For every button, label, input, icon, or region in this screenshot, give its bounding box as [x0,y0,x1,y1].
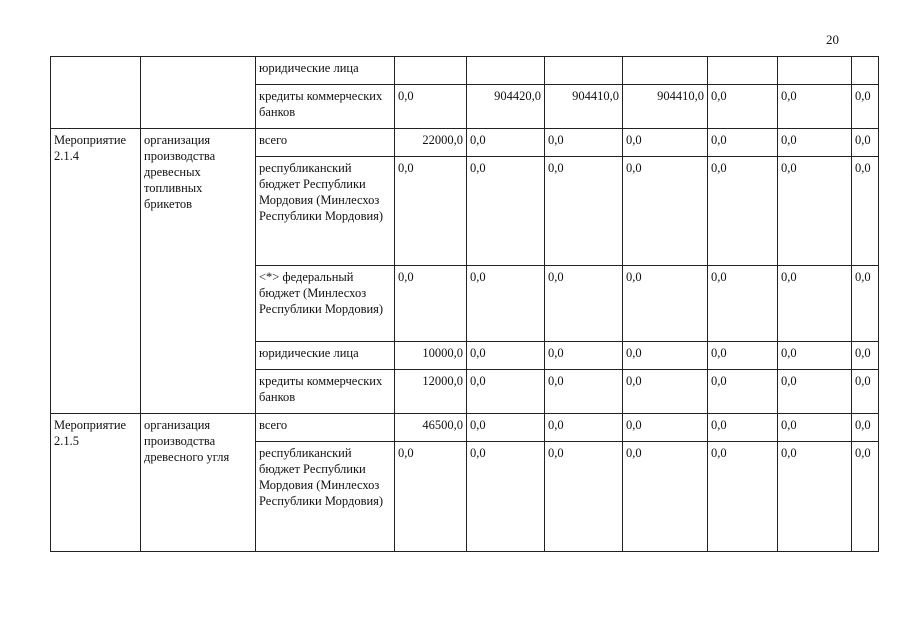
value-cell: 0,0 [395,266,467,342]
value-cell: 0,0 [708,85,778,129]
value-cell [852,57,879,85]
value-cell: 0,0 [708,157,778,266]
value-cell: 0,0 [852,129,879,157]
value-cell: 0,0 [852,370,879,414]
value-cell: 0,0 [467,157,545,266]
value-cell: 0,0 [467,442,545,552]
value-cell: 0,0 [545,129,623,157]
funding-table [50,56,879,552]
value-cell: 0,0 [467,129,545,157]
value-cell: 0,0 [623,342,708,370]
measure-name-cell: организация производства древесных топливных брикетов [141,129,256,414]
source-cell: кредиты коммерческих банков [256,85,395,129]
value-cell: 0,0 [852,442,879,552]
value-cell: 46500,0 [395,414,467,442]
table-row [51,57,879,85]
value-cell: 0,0 [623,266,708,342]
value-cell [395,57,467,85]
source-cell: <*> федеральный бюджет (Минлесхоз Республики Мордовия) [256,266,395,342]
value-cell [708,57,778,85]
value-cell: 0,0 [545,370,623,414]
value-cell: 0,0 [778,414,852,442]
value-cell: 0,0 [395,85,467,129]
source-cell: республиканский бюджет Республики Мордовия (Минлесхоз Республики Мордовия) [256,157,395,266]
value-cell: 0,0 [545,442,623,552]
value-cell: 0,0 [545,157,623,266]
value-cell: 0,0 [852,157,879,266]
value-cell: 0,0 [395,442,467,552]
value-cell: 0,0 [708,414,778,442]
value-cell: 22000,0 [395,129,467,157]
source-cell: кредиты коммерческих банков [256,370,395,414]
value-cell: 0,0 [623,414,708,442]
value-cell [545,57,623,85]
value-cell: 0,0 [852,85,879,129]
value-cell: 0,0 [852,266,879,342]
source-cell: всего [256,414,395,442]
value-cell: 0,0 [623,442,708,552]
value-cell: 0,0 [467,342,545,370]
value-cell: 904420,0 [467,85,545,129]
measure-cell [51,57,141,129]
value-cell: 0,0 [395,157,467,266]
measure-cell: Мероприятие 2.1.4 [51,129,141,414]
value-cell: 0,0 [778,442,852,552]
measure-cell: Мероприятие 2.1.5 [51,414,141,552]
source-cell: республиканский бюджет Республики Мордовия (Минлесхоз Республики Мордовия) [256,442,395,552]
value-cell: 0,0 [778,85,852,129]
value-cell: 0,0 [545,414,623,442]
table-row [51,129,879,157]
measure-name-cell: организация производства древесного угля [141,414,256,552]
value-cell: 0,0 [708,266,778,342]
value-cell: 0,0 [852,342,879,370]
source-cell: юридические лица [256,342,395,370]
value-cell [467,57,545,85]
value-cell: 0,0 [778,129,852,157]
value-cell [623,57,708,85]
page-number: 20 [826,32,839,47]
value-cell: 0,0 [708,442,778,552]
value-cell: 0,0 [545,342,623,370]
value-cell: 0,0 [708,129,778,157]
value-cell: 0,0 [778,157,852,266]
value-cell: 0,0 [623,157,708,266]
value-cell [778,57,852,85]
value-cell: 0,0 [708,370,778,414]
value-cell: 0,0 [852,414,879,442]
value-cell: 904410,0 [623,85,708,129]
value-cell: 0,0 [545,266,623,342]
source-cell: юридические лица [256,57,395,85]
value-cell: 0,0 [467,266,545,342]
value-cell: 0,0 [467,414,545,442]
value-cell: 0,0 [778,266,852,342]
value-cell: 0,0 [778,370,852,414]
value-cell: 0,0 [778,342,852,370]
value-cell: 0,0 [467,370,545,414]
value-cell: 12000,0 [395,370,467,414]
measure-name-cell [141,57,256,129]
table-row [51,414,879,442]
value-cell: 0,0 [708,342,778,370]
value-cell: 0,0 [623,370,708,414]
value-cell: 10000,0 [395,342,467,370]
value-cell: 904410,0 [545,85,623,129]
value-cell: 0,0 [623,129,708,157]
source-cell: всего [256,129,395,157]
